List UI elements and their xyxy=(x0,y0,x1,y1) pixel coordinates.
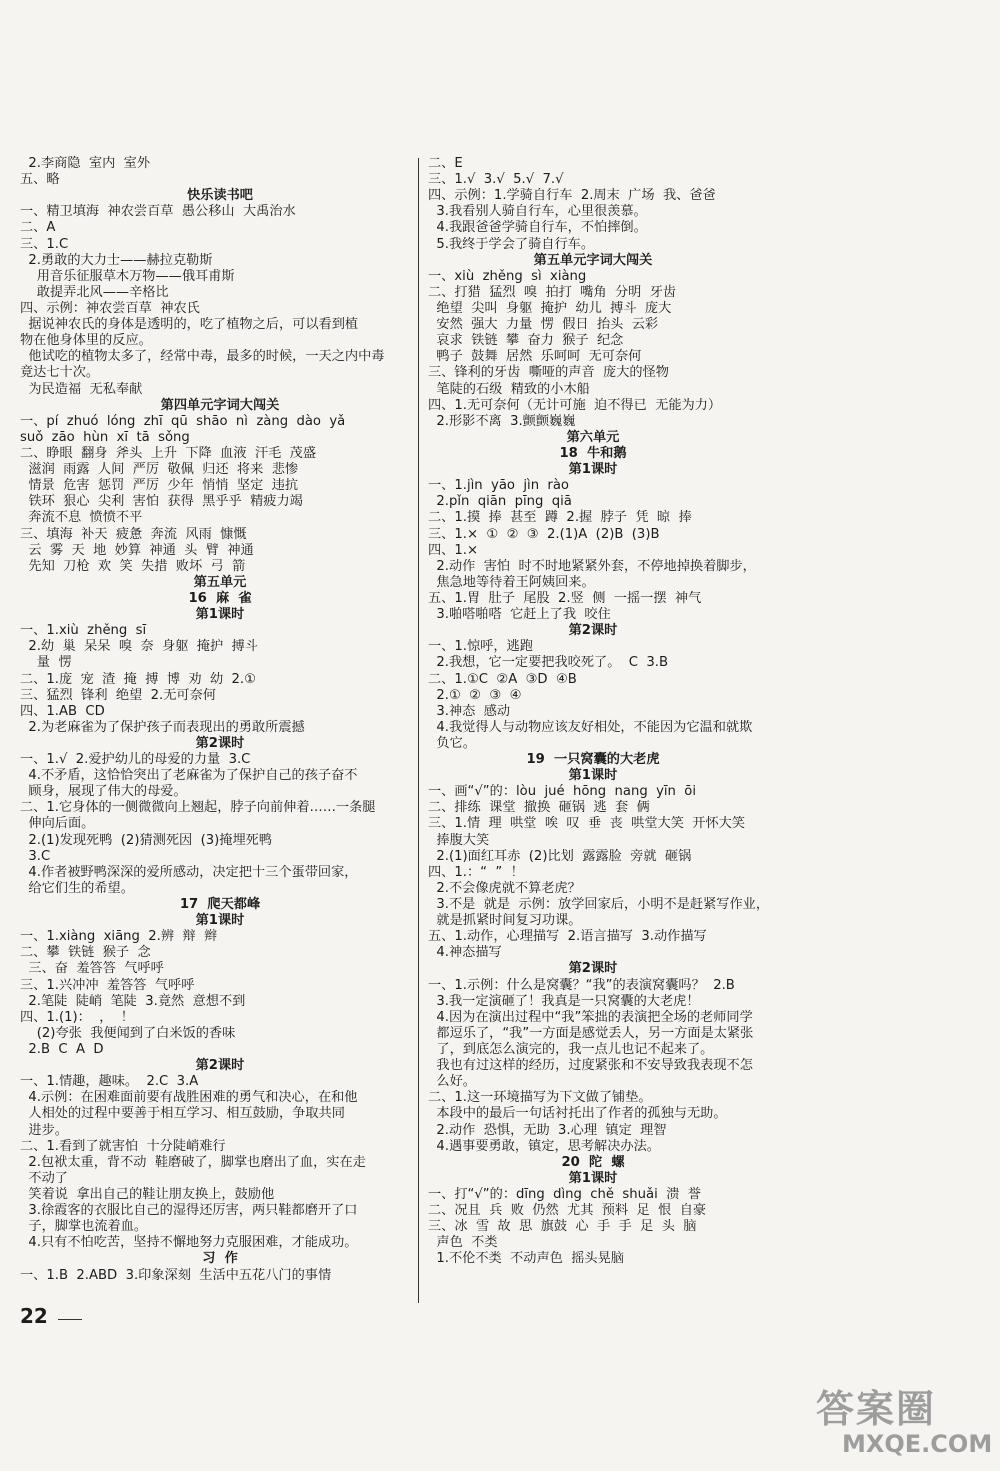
section-heading: 19 一只窝囊的大老虎 xyxy=(526,752,660,768)
left-answer-column xyxy=(20,156,420,1284)
section-heading: 第1课时 xyxy=(568,462,618,478)
answer-line: 二、1.它身体的一侧微微向上翘起，脖子向前伸着……一条腿 xyxy=(20,800,376,816)
answer-line: 二、1.庞 宠 渣 掩 搏 博 劝 幼 2.① xyxy=(20,671,256,687)
section-heading: 第五单元字词大闯关 xyxy=(533,252,653,268)
answer-line: 1.不伦不类 不动声色 摇头晃脑 xyxy=(428,1251,624,1267)
answer-line: 二、打猎 猛烈 嗅 拍打 嘴角 分明 牙齿 xyxy=(428,284,677,300)
answer-line: 三、1.C xyxy=(20,236,69,252)
section-heading: 快乐读书吧 xyxy=(187,188,253,204)
answer-line: 三、1.兴冲冲 羞答答 气呼呼 xyxy=(20,977,195,993)
section-heading: 第四单元字词大闯关 xyxy=(160,397,280,413)
answer-line: 2.动作 恐惧，无助 3.心理 镇定 理智 xyxy=(428,1122,667,1138)
answer-line: 都逗乐了，“我”一方面是感觉丢人，另一方面是太紧张 xyxy=(428,1025,754,1041)
section-heading: 第六单元 xyxy=(566,429,620,445)
answer-line: 四、1.× xyxy=(428,542,479,558)
answer-line: 2.幼 巢 呆呆 嗅 奈 身躯 掩护 搏斗 xyxy=(20,639,258,655)
answer-line: 2.形影不离 3.颤颤巍巍 xyxy=(428,413,576,429)
answer-line: 他试吃的植物太多了，经常中毒，最多的时候，一天之内中毒 xyxy=(20,349,385,365)
answer-line: 竟达七十次。 xyxy=(20,365,100,381)
answer-line: 一、1.惊呼，逃跑 xyxy=(428,639,533,655)
section-heading: 第1课时 xyxy=(568,1170,618,1186)
answer-line: 笔陡的石级 精致的小木船 xyxy=(428,381,590,397)
section-heading: 第1课时 xyxy=(568,768,618,784)
section-heading: 第1课时 xyxy=(195,913,245,929)
answer-line: 二、1.摸 捧 甚至 蹲 2.握 脖子 凭 晾 捧 xyxy=(428,510,692,526)
section-heading: 第2课时 xyxy=(568,961,618,977)
answer-line: 鸭子 鼓舞 居然 乐呵呵 无可奈何 xyxy=(428,349,642,365)
answer-line: 五、1.胃 肚子 尾股 2.竖 侧 一摇一摆 神气 xyxy=(428,590,702,606)
answer-line: 3.我看别人骑自行车，心里很羡慕。 xyxy=(428,204,647,220)
answer-line: 二、排练 课堂 撤换 砸锅 逃 套 俩 xyxy=(428,800,650,816)
answer-line: 一、精卫填海 神农尝百草 愚公移山 大禹治水 xyxy=(20,204,296,220)
section-heading: 18 牛和鹅 xyxy=(559,445,627,461)
answer-line: 一、1.√ 2.爱护幼儿的母爱的力量 3.C xyxy=(20,752,251,768)
answer-line: 一、xiù zhěng sì xiàng xyxy=(428,268,587,284)
answer-line: 2.笔陡 陡峭 笔陡 3.竟然 意想不到 xyxy=(20,993,246,1009)
section-heading: 第2课时 xyxy=(195,735,245,751)
answer-line: 2.(1)发现死鸭 (2)猜测死因 (3)掩埋死鸭 xyxy=(20,832,273,848)
answer-line: 伸向后面。 xyxy=(20,816,95,832)
answer-line: 为民造福 无私奉献 xyxy=(20,381,143,397)
answer-line: 3.徐霞客的衣服比自己的湿得还厉害，两只鞋都磨开了口 xyxy=(20,1203,358,1219)
answer-line: 一、pí zhuó lóng zhī qū shāo nì zàng dào yǎ xyxy=(20,413,346,429)
answer-line: 4.不矛盾，这恰恰突出了老麻雀为了保护自己的孩子奋不 xyxy=(20,768,358,784)
answer-line: 3.神态 感动 xyxy=(428,703,511,719)
answer-line: 四、1.无可奈何（无计可施 迫不得已 无能为力） xyxy=(428,397,722,413)
answer-line: 我也有过这样的经历，过度紧张和不安导致我表现不怎 xyxy=(428,1058,753,1074)
answer-line: 顾身，展现了伟大的母爱。 xyxy=(20,784,187,800)
answer-line: 3.C xyxy=(20,848,51,864)
answer-line: 四、1.(1)： ， ！ xyxy=(20,1009,134,1025)
page-number: 22 xyxy=(20,1304,48,1328)
answer-line: 4.遇事要勇敢，镇定，思考解决办法。 xyxy=(428,1138,660,1154)
answer-line: 声色 不类 xyxy=(428,1235,498,1251)
answer-line: 2.我想，它一定要把我咬死了。 C 3.B xyxy=(428,655,669,671)
answer-line: 三、奋 羞答答 气呼呼 xyxy=(20,961,164,977)
section-heading: 习 作 xyxy=(202,1251,238,1267)
answer-line: 二、睁眼 翻身 斧头 上升 下降 血液 汗毛 茂盛 xyxy=(20,445,317,461)
answer-line: 滋润 雨露 人间 严厉 敬佩 归还 将来 悲惨 xyxy=(20,462,299,478)
answer-line: 二、况且 兵 败 仍然 尤其 预料 足 恨 自豪 xyxy=(428,1203,707,1219)
answer-line: 四、示例：神农尝百草 神农氏 xyxy=(20,300,200,316)
answer-line: 二、1.①C ②A ③D ④B xyxy=(428,671,577,687)
watermark-site: MXQE.COM xyxy=(842,1430,993,1458)
answer-line: 2.为老麻雀为了保护孩子而表现出的勇敢所震撼 xyxy=(20,719,305,735)
answer-line: 2.不会像虎就不算老虎？ xyxy=(428,880,581,896)
answer-line: 三、1.√ 3.√ 5.√ 7.√ xyxy=(428,172,564,188)
answer-line: 敢提弄北风——辛格比 xyxy=(20,284,169,300)
answer-line: 二、A xyxy=(20,220,56,236)
column-divider xyxy=(418,158,419,1303)
answer-line: 一、1.情趣，趣味。 2.C 3.A xyxy=(20,1074,199,1090)
answer-line: 情景 危害 惩罚 严厉 少年 悄悄 坚定 违抗 xyxy=(20,478,299,494)
answer-line: 4.我觉得人与动物应该友好相处，不能因为它温和就欺 xyxy=(428,719,753,735)
answer-line: 进步。 xyxy=(20,1122,68,1138)
answer-line: 用音乐征服草木万物——俄耳甫斯 xyxy=(20,268,235,284)
answer-line: 4.作者被野鸭深深的爱所感动，决定把十三个蛋带回家， xyxy=(20,864,358,880)
section-heading: 第五单元 xyxy=(193,574,247,590)
answer-line: 三、猛烈 锋利 绝望 2.无可奈何 xyxy=(20,687,216,703)
answer-line: 二、1.看到了就害怕 十分陡峭难行 xyxy=(20,1138,226,1154)
section-heading: 第2课时 xyxy=(568,623,618,639)
answer-line: 4.因为在演出过程中“我”笨拙的表演把全场的老师同学 xyxy=(428,1009,753,1025)
section-heading: 16 麻 雀 xyxy=(188,590,252,606)
answer-line: 三、1.情 理 哄堂 唉 叹 垂 丧 哄堂大笑 开怀大笑 xyxy=(428,816,746,832)
answer-line: suǒ zāo hùn xī tā sǒng xyxy=(20,429,190,445)
answer-line: 据说神农氏的身体是透明的，吃了植物之后，可以看到植 xyxy=(20,317,359,333)
answer-line: 2.① ② ③ ④ xyxy=(428,687,522,703)
watermark-text: 答案圈 xyxy=(816,1387,937,1431)
answer-line: 4.示例：在困难面前要有战胜困难的勇气和决心，在和他 xyxy=(20,1090,358,1106)
answer-line: 三、填海 补天 疲惫 奔流 风雨 慷慨 xyxy=(20,526,247,542)
answer-line: 就是抓紧时间复习功课。 xyxy=(428,913,582,929)
answer-line: 一、1.xiàng xiāng 2.辨 辩 辫 xyxy=(20,929,218,945)
answer-line: 一、1.xiù zhěng sī xyxy=(20,623,147,639)
answer-line: 不动了 xyxy=(20,1170,68,1186)
answer-line: 一、1.jìn yāo jìn rào xyxy=(428,478,570,494)
answer-line: 焦急地等待着王阿姨回来。 xyxy=(428,574,595,590)
answer-line: 捧腹大笑 xyxy=(428,832,490,848)
answer-line: 云 雾 天 地 妙算 神通 头 臂 神通 xyxy=(20,542,254,558)
answer-line: 3.不是 就是 示例：放学回家后，小明不是赶紧写作业， xyxy=(428,897,770,913)
answer-line: (2)夸张 我便闻到了白米饭的香味 xyxy=(20,1025,236,1041)
answer-line: 负它。 xyxy=(428,735,476,751)
answer-line: 2.(1)面红耳赤 (2)比划 露露脸 旁就 砸锅 xyxy=(428,848,692,864)
right-answer-column xyxy=(428,156,770,1268)
answer-line: 铁环 狠心 尖利 害怕 获得 黑乎乎 精疲力竭 xyxy=(20,494,303,510)
answer-line: 三、1.× ① ② ③ 2.(1)A (2)B (3)B xyxy=(428,526,660,542)
answer-line: 绝望 尖叫 身躯 掩护 幼儿 搏斗 庞大 xyxy=(428,300,672,316)
answer-line: 奔流不息 愤愤不平 xyxy=(20,510,143,526)
answer-line: 一、画“√”的：lòu jué hōng nang yīn ōi xyxy=(428,784,697,800)
answer-line: 子，脚掌也流着血。 xyxy=(20,1219,148,1235)
answer-line: 哀求 铁链 攀 奋力 猴子 纪念 xyxy=(428,333,624,349)
answer-line: 2.李商隐 室内 室外 xyxy=(20,156,151,171)
answer-line: 了，到底怎么演完的，我一点儿也记不起来了。 xyxy=(428,1042,714,1058)
section-heading: 17 爬天都峰 xyxy=(179,897,261,913)
answer-line: 四、示例：1.学骑自行车 2.周末 广场 我、爸爸 xyxy=(428,188,716,204)
answer-line: 四、1.：“ ” ！ xyxy=(428,864,524,880)
answer-line: 3.我一定演砸了！我真是一只窝囊的大老虎！ xyxy=(428,993,700,1009)
answer-line: 安然 强大 力量 愣 假日 抬头 云彩 xyxy=(428,317,659,333)
answer-line: 三、冰 雪 故 思 旗鼓 心 手 手 足 头 脑 xyxy=(428,1219,697,1235)
answer-line: 2.pǐn qiān pīng qiā xyxy=(428,494,572,510)
answer-line: 4.神态描写 xyxy=(428,945,502,961)
answer-line: 二、E xyxy=(428,156,463,171)
answer-line: 量 愣 xyxy=(20,655,72,671)
answer-line: 2.勇敢的大力士——赫拉克勒斯 xyxy=(20,252,213,268)
answer-line: 5.我终于学会了骑自行车。 xyxy=(428,236,595,252)
answer-line: 本段中的最后一句话衬托出了作者的孤独与无助。 xyxy=(428,1106,727,1122)
answer-line: 二、攀 铁链 猴子 念 xyxy=(20,945,151,961)
answer-line: 4.只有不怕吃苦，坚持不懈地努力克服困难，才能成功。 xyxy=(20,1235,358,1251)
answer-line: 么好。 xyxy=(428,1074,476,1090)
answer-line: 四、1.AB CD xyxy=(20,703,105,719)
answer-line: 给它们生的希望。 xyxy=(20,880,134,896)
answer-line: 2.包袱太重，背不动 鞋磨破了，脚掌也磨出了血，实在走 xyxy=(20,1154,366,1170)
answer-line: 二、1.这一环境描写为下文做了铺垫。 xyxy=(428,1090,652,1106)
answer-line: 2.动作 害怕 时不时地紧紧外套，不停地掉换着脚步， xyxy=(428,558,756,574)
site-watermark-logo xyxy=(808,1378,993,1464)
section-heading: 第2课时 xyxy=(195,1058,245,1074)
answer-line: 一、1.示例：什么是窝囊？“我”的表演窝囊吗？ 2.B xyxy=(428,977,735,993)
section-heading: 20 陀 螺 xyxy=(561,1154,625,1170)
answer-line: 五、略 xyxy=(20,172,60,188)
answer-line: 一、1.B 2.ABD 3.印象深刻 生活中五花八门的事情 xyxy=(20,1267,332,1283)
answer-line: 物在他身体里的反应。 xyxy=(20,333,152,349)
answer-line: 4.我跟爸爸学骑自行车，不怕摔倒。 xyxy=(428,220,647,236)
answer-line: 3.啪嗒啪嗒 它赶上了我 咬住 xyxy=(428,607,611,623)
answer-line: 三、锋利的牙齿 嘶哑的声音 庞大的怪物 xyxy=(428,365,669,381)
answer-line: 笑着说 拿出自己的鞋让朋友换上，鼓励他 xyxy=(20,1187,275,1202)
page-number-dash xyxy=(58,1319,82,1320)
answer-line: 人相处的过程中要善于相互学习、相互鼓励，争取共同 xyxy=(20,1106,345,1122)
section-heading: 第1课时 xyxy=(195,607,245,623)
answer-line: 2.B C A D xyxy=(20,1042,104,1058)
answer-line: 五、1.动作，心理描写 2.语言描写 3.动作描写 xyxy=(428,929,707,945)
answer-line: 先知 刀枪 欢 笑 失措 败坏 弓 箭 xyxy=(20,558,246,574)
answer-line: 一、打“√”的：dīng dìng chě shuǎi 溃 誉 xyxy=(428,1187,701,1202)
